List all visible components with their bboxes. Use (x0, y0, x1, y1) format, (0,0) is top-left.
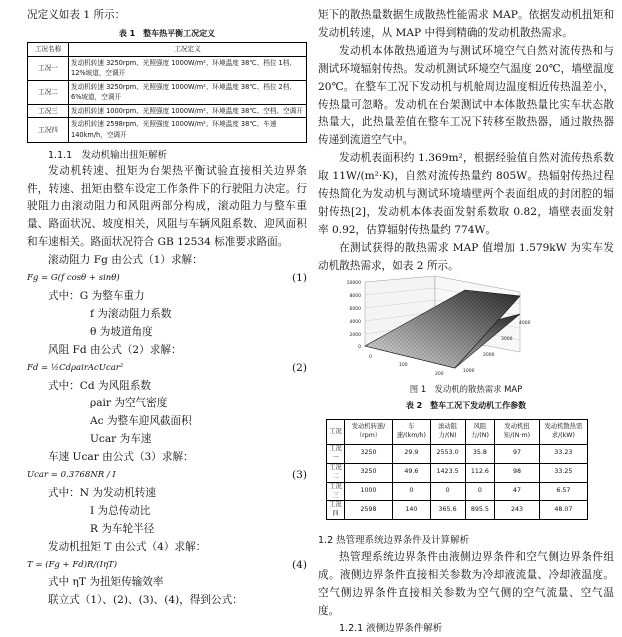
section-1-1-1-heading: 1.1.1 发动机输出扭矩解析 (48, 149, 168, 161)
where-vehicle-speed: Ucar 为车速 (90, 433, 152, 446)
table1-cell: 工况四 (28, 118, 69, 142)
where-air-density: ρair 为空气密度 (90, 397, 168, 410)
equation-3-row (27, 467, 307, 485)
table2-cell: 49.6 (393, 463, 431, 482)
table2-cell: 1000 (344, 482, 392, 501)
table1-cell: 工况一 (28, 56, 69, 80)
x-tick: 200 (435, 372, 444, 377)
z-tick: 4000 (349, 320, 361, 325)
equation-3: Ucar = 0.3768NR / I (27, 470, 116, 481)
equation-4-number: (4) (291, 558, 307, 571)
table2-cell: 33.23 (539, 445, 587, 464)
paragraph-map-increase: 在测试获得的散热需求 MAP 值增加 1.579kW 为实车发动机散热需求，如表 2 所示。 (318, 241, 614, 272)
table2-cell: 97 (495, 445, 540, 464)
y-tick: 1000 (463, 369, 475, 374)
table2-cell: 47 (495, 482, 540, 501)
table-row (28, 104, 307, 118)
equation-2: Fd = ½CdρairAcUcar² (27, 362, 124, 373)
table2-header: 滚动阻力/(N) (430, 420, 465, 445)
left-column (27, 0, 307, 610)
table1-header-row (28, 42, 307, 56)
table2-header: 发动机散热需求/(kW) (539, 420, 587, 445)
table2-header: 工况 (327, 420, 345, 445)
table2-cell: 140 (393, 501, 431, 520)
where-frontal-area: Ac 为整车迎风截面积 (90, 415, 192, 428)
heat-demand-map-plot (335, 274, 545, 384)
table2-cell: 0 (430, 482, 465, 501)
where-rolling-coeff: f 为滚动阻力系数 (90, 307, 172, 320)
table2-cell: 工况四 (327, 501, 345, 520)
where-efficiency: 式中 ηT 为扭矩传输效率 (48, 576, 164, 589)
speed-intro: 车速 Ucar 由公式（3）求解： (48, 451, 194, 464)
table2-cell: 2553.0 (430, 445, 465, 464)
section-1-2-heading: 1.2 热管理系统边界条件及计算解析 (318, 535, 470, 547)
where-engine-speed: 式中：N 为发动机转速 (48, 486, 156, 499)
table-row (28, 56, 307, 80)
table2-cell: 0 (393, 482, 431, 501)
paragraph-driving-resistance: 发动机转速、扭矩为台架热平衡试验直接相关边界条件，转速、扭矩由整车设定工作条件下的行驶阻力决定。行驶阻力由滚动阻力和风阻两部分构成，滚动阻力与整车重量、路面状况、坡度相关，风阻与车辆风阻系数、迎风面积和车速相关。路面状况符合 GB 12534 标准要求路面。 (27, 164, 307, 249)
table1-caption: 表 1 整车热平衡工况定义 (118, 28, 216, 38)
table2-cell: 1423.5 (430, 463, 465, 482)
table1-cell: 发动机转速 1000rpm、光照强度 1000W/m²、环境温度 38℃、空档、空调开 (69, 104, 307, 118)
z-tick: 10000 (346, 281, 361, 286)
y-tick: 3000 (501, 337, 513, 342)
x-tick: 0 (369, 355, 372, 360)
table1-cell: 发动机转速 3250rpm、光照强度 1000W/m²、环境温度 38℃、档位 2档、6%坡道，空调开 (69, 80, 307, 104)
combine-formulas: 联立式（1）、(2)、(3)、(4)，得到公式： (48, 594, 243, 607)
torque-intro: 发动机扭矩 T 由公式（4）求解： (48, 540, 207, 553)
equation-3-number: (3) (291, 469, 307, 482)
z-tick: 6000 (349, 307, 361, 312)
table2-cell: 29.9 (393, 445, 431, 464)
table-row (28, 80, 307, 104)
table2-cell: 33.25 (539, 463, 587, 482)
table-row (28, 118, 307, 142)
paragraph-map-continued: 矩下的散热量数据生成散热性能需求 MAP。依据发动机扭矩和发动机转速，从 MAP 中得到精确的发动机散热需求。 (318, 9, 614, 39)
table2-cell: 工况一 (327, 445, 345, 464)
x-tick: 100 (399, 363, 408, 368)
z-tick: 0 (358, 345, 361, 350)
where-gear-ratio: I 为总传动比 (90, 504, 151, 517)
paragraph-boundary-conditions: 热管理系统边界条件由液侧边界条件和空气侧边界条件组成。液侧边界条件直接相关参数为冷却液流量、冷却液温度。空气侧边界条件直接相关参数为空气侧的空气流量、空气温度。 (318, 551, 614, 617)
section-1-2-1-heading: 1.2.1 液侧边界条件解析 (339, 622, 443, 634)
equation-1: Fg = G(f cosθ + sinθ) (27, 273, 120, 284)
table2-header: 风阻力/(N) (465, 420, 495, 445)
z-axis (347, 280, 361, 350)
table2-header-row (327, 420, 588, 445)
table1-header: 工况定义 (69, 42, 307, 56)
where-slope-angle: θ 为坡道角度 (90, 325, 153, 338)
table2-cell: 98 (495, 463, 540, 482)
table2-cell: 工况三 (327, 482, 345, 501)
table2-cell: 48.07 (539, 501, 587, 520)
table1-cell: 工况三 (28, 104, 69, 118)
right-column (318, 0, 614, 276)
table2-cell: 895.5 (465, 501, 495, 520)
table2-cell: 工况二 (327, 463, 345, 482)
z-tick: 2000 (349, 333, 361, 338)
table2 (326, 419, 588, 520)
paragraph-surface-area: 发动机表面积约 1.369m²，根据经验值自然对流传热系数取 11W/(m²·K)，自然对流传热量约 805W。热辐射传热过程传热简化为发动机与测试环境墙壁两个表面组成的封闭腔的辐射传热[2]，发动机本体表面发射系数取 0.82，墙壁表面发射率 0.92，估算辐射传热量约 774W。 (318, 152, 614, 236)
table2-cell: 0 (465, 482, 495, 501)
where-drag-coeff: 式中：Cd 为风阻系数 (48, 379, 152, 392)
table1-cell: 发动机转速 2598rpm、光照强度 1000W/m²、环境温度 38℃、车速140km/h，空调开 (69, 118, 307, 142)
y-tick: 2000 (483, 353, 495, 358)
y-tick: 4000 (519, 321, 531, 326)
equation-1-number: (1) (291, 272, 307, 285)
table1-cell: 工况二 (28, 80, 69, 104)
table2-header: 发动机转速/（rpm） (344, 420, 392, 445)
table2-cell: 365.6 (430, 501, 465, 520)
table2-header: 发动机扭矩/(N·m) (495, 420, 540, 445)
figure1-caption: 图 1 发动机的散热需求 MAP (409, 384, 523, 394)
table-row (327, 482, 588, 501)
equation-2-row (27, 360, 307, 378)
equation-1-row (27, 270, 307, 288)
table-row (327, 445, 588, 464)
table2-caption: 表 2 整车工况下发动机工作参数 (405, 401, 527, 410)
table1 (27, 42, 307, 143)
equation-4-row (27, 557, 307, 575)
table1-cell: 发动机转速 3250rpm、光照强度 1000W/m²、环境温度 38℃、档位 1档、12%坡道，空调开 (69, 56, 307, 80)
z-tick: 8000 (349, 294, 361, 299)
where-gravity: 式中：G 为整车重力 (48, 289, 145, 302)
table2-header: 车速/(km/h) (393, 420, 431, 445)
rolling-resistance-intro: 滚动阻力 Fg 由公式（1）求解： (48, 254, 203, 267)
table-row (327, 501, 588, 520)
table1-header: 工况名称 (28, 42, 69, 56)
table2-cell: 6.57 (539, 482, 587, 501)
table2-cell: 3250 (344, 463, 392, 482)
table2-cell: 35.8 (465, 445, 495, 464)
right-column-lower (318, 383, 614, 637)
equation-2-number: (2) (291, 361, 307, 374)
equation-4: T = (Fg + Fd)R/(IηT) (27, 559, 118, 570)
table2-cell: 243 (495, 501, 540, 520)
paragraph-heat-transfer: 发动机本体散热通道为与测试环境空气自然对流传热和与测试环境辐射传热。发动机测试环境空气温度 20℃，墙壁温度 20℃。在整车工况下发动机与机舱周边温度相近传热温差小，传热量可忽略。发动机在台架测试中本体散热量比实车状态散热量大，此热量差值在整车工况下转移至散热器，通过散热器传递到流道空气中。 (318, 44, 614, 147)
table2-cell: 2598 (344, 501, 392, 520)
intro-line: 况定义如表 1 所示： (27, 9, 126, 21)
where-wheel-radius: R 为车轮半径 (90, 522, 155, 535)
wind-resistance-intro: 风阻 Fd 由公式（2）求解： (48, 343, 182, 356)
table2-cell: 112.6 (465, 463, 495, 482)
table-row (327, 463, 588, 482)
table2-cell: 3250 (344, 445, 392, 464)
